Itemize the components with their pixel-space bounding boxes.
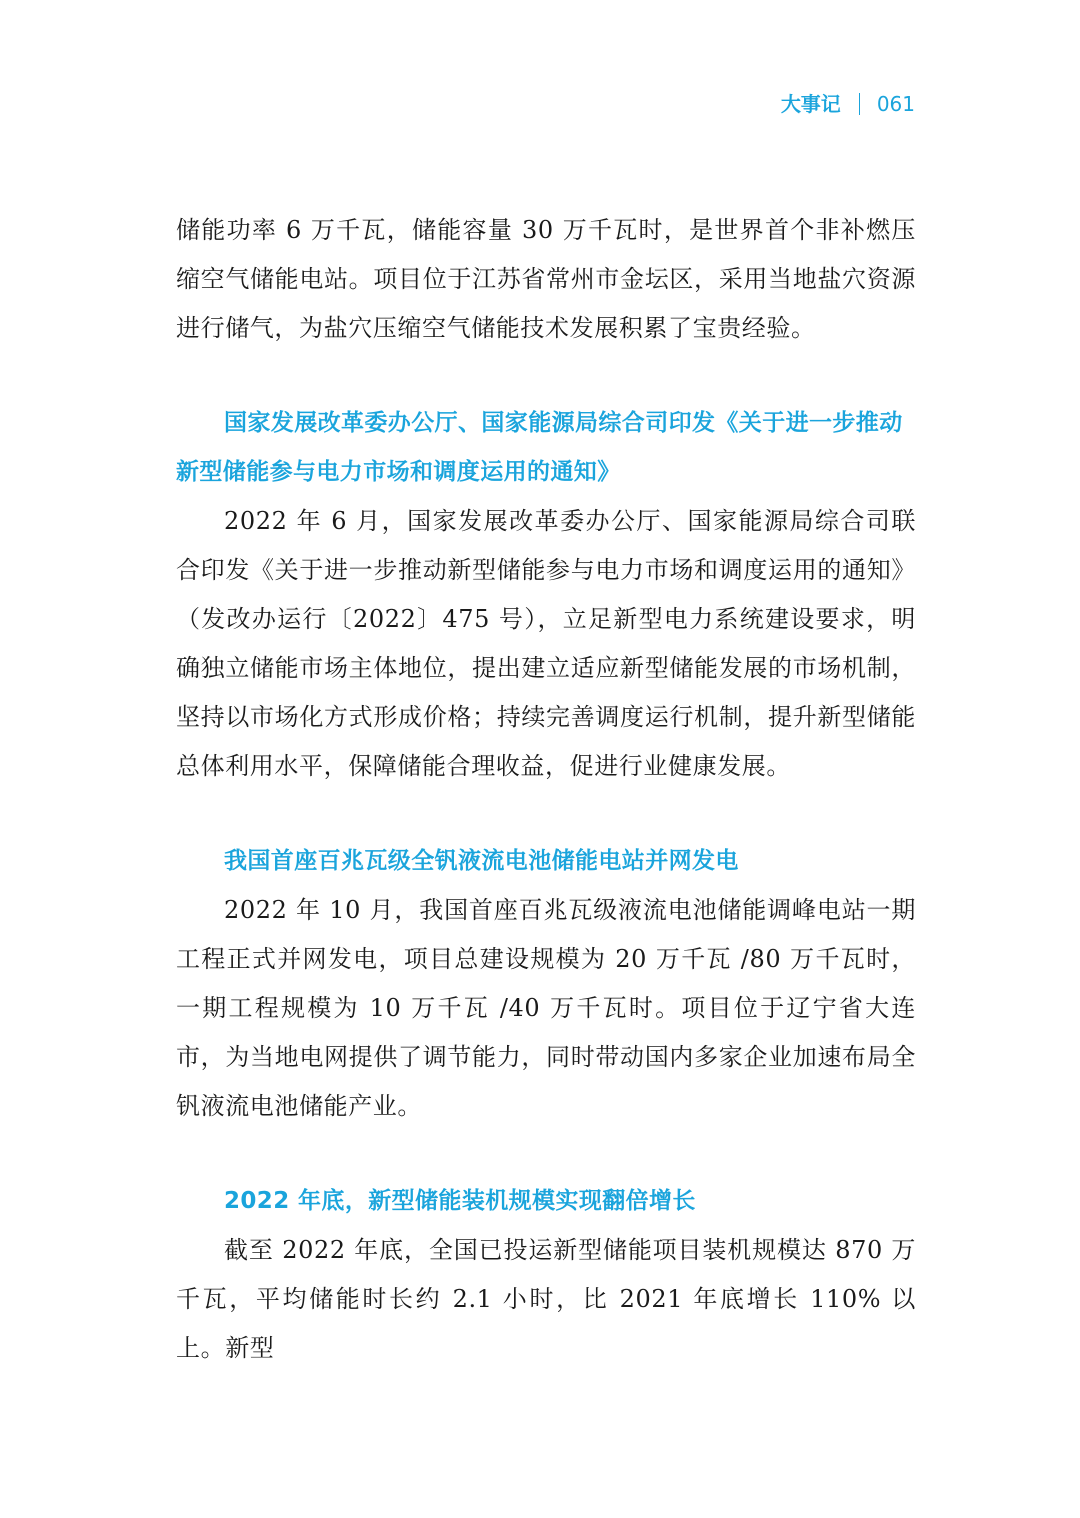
section-paragraph: 2022 年 10 月，我国首座百兆瓦级液流电池储能调峰电站一期工程正式并网发电，项目总建设规模为 20 万千瓦 /80 万千瓦时，一期工程规模为 10 万千瓦 /40 万千瓦时。项目位于辽宁省大连市，为当地电网提供了调节能力，同时带动国内多家企业加速布局全钒液流电池储能产业。 (176, 896, 916, 1120)
section-heading: 国家发展改革委办公厅、国家能源局综合司印发《关于进一步推动新型储能参与电力市场和调度运用的通知》 (176, 410, 903, 485)
section-gap (176, 353, 916, 399)
section-paragraph: 2022 年 6 月，国家发展改革委办公厅、国家能源局综合司联合印发《关于进一步推动新型储能参与电力市场和调度运用的通知》（发改办运行〔2022〕475 号），立足新型电力系统建设要求，明确独立储能市场主体地位，提出建立适应新型储能发展的市场机制，坚持以市场化方式形成价格；持续完善调度运行机制，提升新型储能总体利用水平，保障储能合理收益，促进行业健康发展。 (176, 507, 916, 780)
section-capacity-growth (176, 1177, 916, 1373)
section-flow-battery (176, 837, 916, 1131)
section-heading: 2022 年底，新型储能装机规模实现翻倍增长 (224, 1188, 696, 1214)
running-header (781, 90, 915, 118)
section-title: 大事记 (780, 92, 841, 116)
section-paragraph: 截至 2022 年底，全国已投运新型储能项目装机规模达 870 万千瓦，平均储能时长约 2.1 小时，比 2021 年底增长 110% 以上。新型 (176, 1236, 916, 1362)
section-gap (176, 1131, 916, 1177)
intro-paragraph: 储能功率 6 万千瓦，储能容量 30 万千瓦时，是世界首个非补燃压缩空气储能电站。项目位于江苏省常州市金坛区，采用当地盐穴资源进行储气，为盐穴压缩空气储能技术发展积累了宝贵经验。 (176, 216, 916, 342)
section-gap (176, 791, 916, 837)
section-policy-notice (176, 399, 916, 791)
section-heading: 我国首座百兆瓦级全钒液流电池储能电站并网发电 (224, 848, 739, 874)
page-number: 061 (876, 92, 915, 116)
page-body (176, 206, 916, 1373)
header-divider (859, 93, 860, 115)
